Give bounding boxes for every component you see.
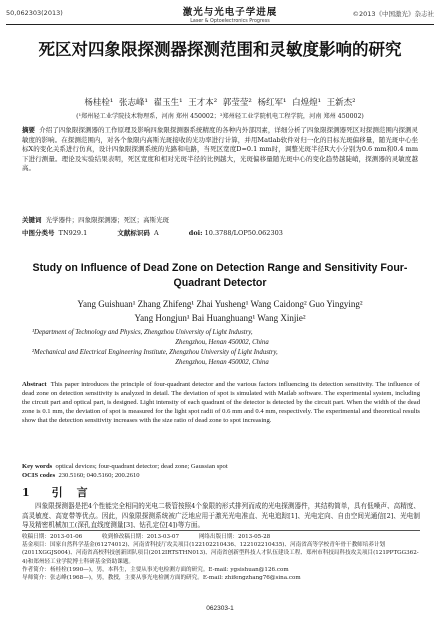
affiliation-cn: (¹郑州轻工业学院技术物理系，河南 郑州 450002；²郑州轻工业学院机电工程学院，河南 郑州 450002) [76, 113, 364, 120]
keywords-cn-label: 关键词 [22, 216, 42, 224]
keywords-en-label: Key words [22, 463, 53, 470]
section-number: 1 [22, 486, 30, 499]
ocis-label: OCIS codes [22, 472, 56, 479]
affiliation-en [32, 328, 412, 368]
title-cn: 死区对四象限探测器探测范围和灵敏度影响的研究 [38, 40, 402, 59]
abstract-en-label: Abstract [22, 381, 47, 388]
issue-number: 50,062303(2013) [6, 9, 63, 17]
keywords-cn-text: 光学器件；四象限探测器；死区；高斯光斑 [45, 216, 170, 224]
keywords-en [22, 462, 420, 471]
abstract-cn [22, 126, 418, 174]
title-en: Study on Influence of Dead Zone on Detection Range and Sensitivity Four-Quadrant Detector [32, 262, 408, 289]
journal-name-en: Laser & Optoelectronics Progress [190, 19, 270, 24]
abstract-cn-label: 摘要 [22, 126, 36, 134]
clc-label: 中图分类号 [22, 229, 55, 237]
authors-en [20, 297, 420, 325]
affiliation-en-line2: Zhengzhou, Henan 450002, China [175, 339, 269, 346]
page-number: 062303-1 [206, 605, 234, 612]
ocis-codes [22, 472, 420, 479]
doi-value[interactable]: 10.3788/LOP50.062303 [204, 229, 283, 237]
revised-date: 收到修改稿日期：2013-03-07 [102, 534, 180, 540]
journal-masthead [160, 4, 300, 24]
footnote-divider [22, 530, 420, 531]
clc-value: TN929.1 [58, 229, 88, 237]
affiliation-en-line3: ²Mechanical and Electrical Engineering Institute, Zhengzhou University of Light Industry, [32, 349, 278, 356]
copyright: ©2013《中国激光》杂志社 [352, 10, 434, 18]
journal-name-cn: 激光与光电子学进展 [182, 7, 278, 18]
ocis-value: 230.5160; 040.5160; 200.2610 [58, 472, 140, 479]
doc-code-value: A [154, 229, 159, 237]
fund-note: 基金项目：国家自然科学基金(61274012)、河南省科技厅攻关项目(122102210436、122102210435)、河南省高等学校青年骨干教师培养计划(2011XGGJS004)、河南省高校科技创新团队项目(2012IRTSTHN013)、河南省创新型科技人才队伍建设工程、郑州市科技局科技攻关项目(121PPTGG362-4)和郑州轻工业学院博士科研基金资助课题。 [22, 542, 419, 565]
abstract-en-text: This paper introduces the principle of four-quadrant detector and the various factors influencing its detection sensitivity. The influence of dead zone on detection sensitivity is analyzed in detail. The deviation of spot is simulated with Matlab software. The experimental system, including the circuit part and optical part, is designed. Light intensity of each quadrant of the detector is detected by the circuit part. When the width of the dead zone is 0.1 mm, the deviation of spot is measured for the light spot radii of 0.6 mm and 0.4 mm, respectively. The experimental and theoretical results show that the detection sensitivity increases with the size ratio of dead zone to spot increasing. [22, 381, 420, 425]
affiliation-en-line4: Zhengzhou, Henan 450002, China [175, 359, 269, 366]
abstract-en [22, 380, 420, 425]
author-note: 作者简介：杨桂栓(1990—)，男，本科生，主要从事光电检测方面的研究。E-mail: ygsishuan@126.com [22, 566, 289, 573]
intro-paragraph: 四象限探测器是把4个性能完全相同的光电二极管按照4个象限的形式排列而成的光电探测器件，其结构简单，具有低噪声、高精度、高灵敏度、高宽带等优点。因此，四象限探测系统被广泛地应用于激光光电准直、光电追踪[1]、光电定向、自由空间光通信[2]、光电制导及精密机械加工(深孔直线度测量[3]、钻孔定位[4])等方面。 [22, 502, 420, 529]
classification-cn [22, 228, 418, 237]
section-heading-intro [22, 484, 102, 500]
footnotes [22, 533, 420, 582]
abstract-cn-text: 介绍了四象限探测器的工作原理及影响四象限探测器系统精度的各种内外部因素，详细分析了四象限探测器死区对探测范围内探测灵敏度的影响。在探测范围内，对各个象限内高斯光斑接收的光功率进行计算，并用Matlab软件对归一化的目标光斑偏移量，随光斑中心坐标X的变化关系进行仿真，设计四象限探测系统的光路和电路，当死区宽度D=0.1 mm时，调整光斑半径R大小分别为0.6 mm和0.4 mm下进行测量。理论及实验结果表明，死区宽度和相对光斑半径的比例越大，光斑偏移量随光斑中心的变化趋势越陡峭，探测器的灵敏度越高。 [22, 126, 419, 172]
authors-en-line2: Yang Hongjun¹ Bai Huanghuang¹ Wang Xinjie² [134, 313, 306, 323]
keywords-en-text: optical devices; four-quadrant detector; dead zone; Gaussian spot [55, 463, 228, 470]
affiliation-en-line1: ¹Department of Technology and Physics, Zhengzhou University of Light Industry, [32, 329, 253, 336]
header-divider [6, 24, 434, 25]
authors-en-line1: Yang Guishuan¹ Zhang Zhifeng¹ Zhai Yusheng¹ Wang Caidong² Guo Yingying² [77, 299, 363, 309]
published-date: 网络出版日期：2013-05-28 [198, 534, 271, 540]
section-title: 引言 [51, 486, 102, 499]
journal-header [0, 0, 440, 26]
keywords-cn [22, 215, 418, 224]
doc-code-label: 文献标识码 [117, 229, 150, 237]
footnote-dates [22, 533, 420, 541]
mentor-note: 导师简介：张志峰(1968—)，男，教授，主要从事光电检测方面的研究。E-mail: zhifengzhang76@sina.com [22, 575, 301, 582]
doi-label: doi: [188, 229, 203, 237]
received-date: 收稿日期：2013-01-06 [22, 534, 83, 540]
authors-cn: 杨桂栓¹ 张志峰¹ 翟玉生¹ 王才本² 郭莹莹² 杨红军¹ 白煌煌¹ 王新杰² [84, 98, 356, 108]
